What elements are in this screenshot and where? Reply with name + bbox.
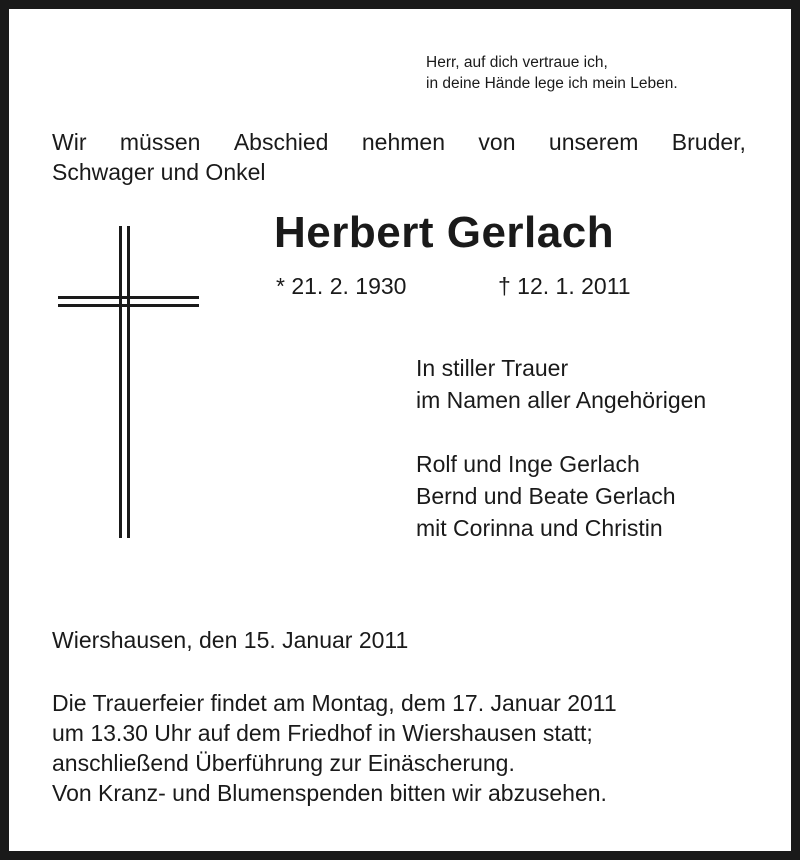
family-member: Bernd und Beate Gerlach xyxy=(416,483,676,509)
cross-horizontal-bar-bottom xyxy=(58,304,199,307)
mourning-line-1: In stiller Trauer xyxy=(416,355,569,381)
death-date: † 12. 1. 2011 xyxy=(498,273,631,299)
verse-line-2: in deine Hände lege ich mein Leben. xyxy=(426,75,678,92)
family-member: Rolf und Inge Gerlach xyxy=(416,451,640,477)
intro-word: Abschied xyxy=(233,129,329,155)
service-line: anschließend Überführung zur Einäscherung. xyxy=(52,750,515,776)
service-line: um 13.30 Uhr auf dem Friedhof in Wiershausen statt; xyxy=(52,720,593,746)
service-line: Von Kranz- und Blumenspenden bitten wir abzusehen. xyxy=(52,780,607,806)
mourning-line-2: im Namen aller Angehörigen xyxy=(416,387,707,413)
birth-date: * 21. 2. 1930 xyxy=(276,273,407,299)
intro-word: unserem xyxy=(548,129,639,155)
cross-vertical-bar-right xyxy=(127,226,130,538)
family-member: mit Corinna und Christin xyxy=(416,515,663,541)
intro-line-1 xyxy=(52,127,746,157)
intro-word: nehmen xyxy=(361,129,445,155)
deceased-name: Herbert Gerlach xyxy=(274,208,615,257)
cross-horizontal-bar-top xyxy=(58,296,199,299)
bible-verse xyxy=(426,52,678,94)
intro-word: Bruder, xyxy=(671,129,746,155)
intro-word: Wir xyxy=(52,129,87,155)
family-list xyxy=(416,448,676,544)
cross-icon xyxy=(56,226,202,540)
intro-word: müssen xyxy=(119,129,201,155)
funeral-service-info xyxy=(52,688,617,808)
intro-line-2: Schwager und Onkel xyxy=(52,159,266,185)
intro-text xyxy=(52,127,746,187)
service-line: Die Trauerfeier findet am Montag, dem 17. Januar 2011 xyxy=(52,690,617,716)
cross-vertical-bar-left xyxy=(119,226,122,538)
mourning-text xyxy=(416,352,706,416)
verse-line-1: Herr, auf dich vertraue ich, xyxy=(426,54,608,71)
intro-word: von xyxy=(478,129,516,155)
place-and-date: Wiershausen, den 15. Januar 2011 xyxy=(52,627,409,653)
